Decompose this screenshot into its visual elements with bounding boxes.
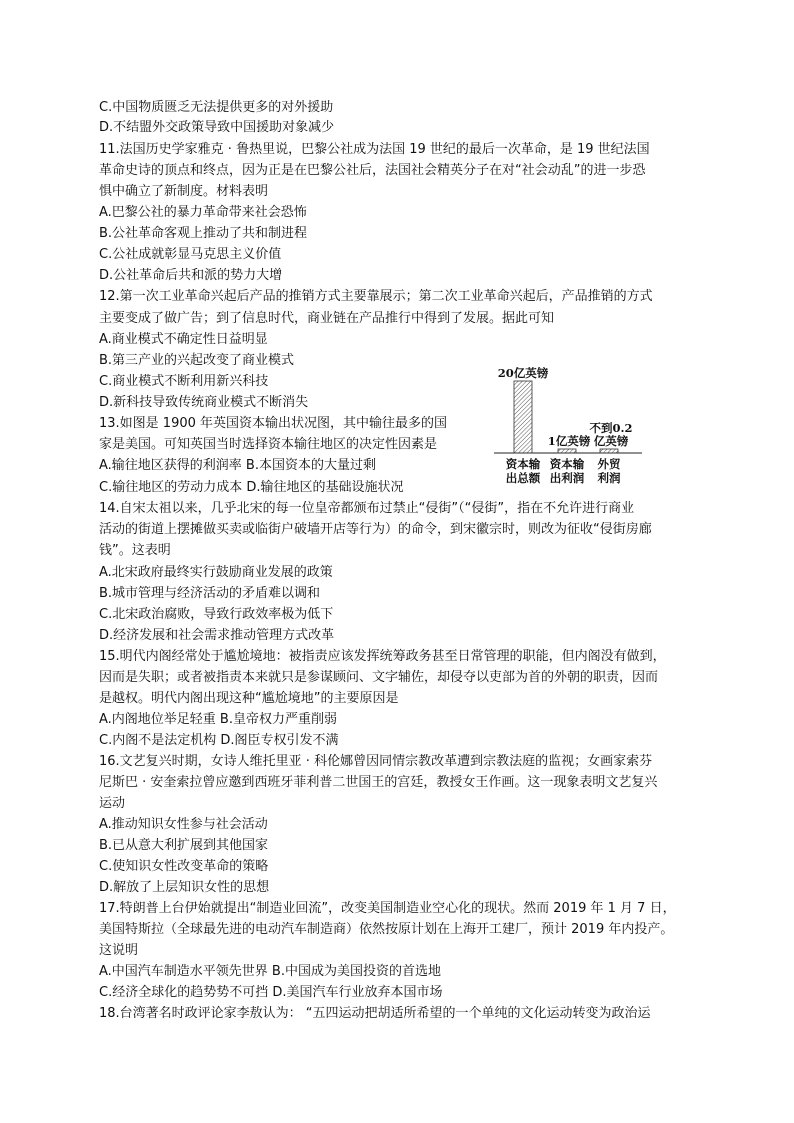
capital-export-chart: [486, 362, 646, 492]
text-line: 尼斯巴 · 安奎索拉曾应邀到西班牙菲利普二世国王的宫廷，教授女王作画。这一现象表明文艺复兴: [99, 775, 658, 790]
text-line: A.商业模式不确定性日益明显: [99, 332, 268, 347]
text-line: 钱”。这表明: [99, 543, 171, 558]
text-line: C.公社成就彰显马克思主义价值: [99, 247, 282, 262]
text-line: 是越权。明代内阁出现这种“尴尬境地”的主要原因是: [99, 691, 399, 706]
chart-category-label: 外贸: [597, 457, 621, 471]
text-line: C.商业模式不断利用新兴科技: [99, 374, 269, 389]
text-line: D.新科技导致传统商业模式不断消失: [99, 395, 309, 410]
text-line: C.使知识女性改变革命的策略: [99, 859, 269, 874]
text-line: C.内阁不是法定机构 D.阁臣专权引发不满: [99, 733, 339, 748]
text-line: A.推动知识女性参与社会活动: [99, 817, 268, 832]
text-line: 美国特斯拉（全球最先进的电动汽车制造商）依然按原计划在上海开工建厂，预计 2019 年内投产。: [99, 922, 674, 937]
text-line: 家是美国。可知英国当时选择资本输往地区的决定性因素是: [99, 437, 438, 452]
chart-data-label: 亿英镑: [593, 434, 629, 448]
text-line: B.第三产业的兴起改变了商业模式: [99, 353, 295, 368]
text-line: 12.第一次工业革命兴起后产品的推销方式主要靠展示；第二次工业革命兴起后，产品推销的方式: [99, 289, 653, 304]
text-line: 革命史诗的顶点和终点，因为正是在巴黎公社后，法国社会精英分子在对“社会动乱”的进一步恐: [99, 163, 646, 178]
text-line: 惧中确立了新制度。材料表明: [99, 184, 269, 199]
chart-category-label: 资本输: [549, 457, 585, 471]
text-line: 15.明代内阁经常处于尴尬境地：被指责应该发挥统筹政务甚至日常管理的职能，但内阁没有做到，: [99, 649, 666, 664]
text-line: A.北宋政府最终实行鼓励商业发展的政策: [99, 565, 333, 580]
chart-category-label: 出利润: [549, 471, 585, 485]
chart-bar: [558, 449, 576, 453]
text-line: D.解放了上层知识女性的思想: [99, 880, 270, 895]
chart-bar: [600, 449, 618, 453]
text-line: 11.法国历史学家雅克 · 鲁热里说，巴黎公社成为法国 19 世纪的最后一次革命，是 19 世纪法国: [99, 142, 650, 157]
text-line: 活动的街道上摆摊做买卖或临街户破墙开店等行为）的命令，到宋徽宗时，则改为征收“侵街房廊: [99, 522, 652, 537]
text-line: 因而是失职；或者被指责本来就只是参谋顾问、文字辅佐，却侵夺以吏部为首的外朝的职责，因而: [99, 670, 659, 685]
text-line: B.城市管理与经济活动的矛盾难以调和: [99, 586, 321, 601]
text-line: A.中国汽车制造水平领先世界 B.中国成为美国投资的首选地: [99, 964, 441, 979]
chart-bar: [514, 381, 532, 453]
chart-data-label: 20亿英镑: [497, 366, 549, 380]
text-line: 运动: [99, 796, 126, 811]
text-line: 16.文艺复兴时期，女诗人维托里亚 · 科伦娜曾因同情宗教改革遭到宗教法庭的监视；女画家索芬: [99, 754, 653, 769]
text-line: 主要变成了做广告；到了信息时代，商业链在产品推行中得到了发展。据此可知: [99, 311, 555, 326]
text-line: A.巴黎公社的暴力革命带来社会恐怖: [99, 205, 307, 220]
text-line: D.公社革命后共和派的势力大增: [99, 268, 283, 283]
text-line: C.输往地区的劳动力成本 D.输往地区的基础设施状况: [99, 480, 404, 495]
chart-category-label: 出总额: [505, 471, 541, 485]
text-line: 这说明: [99, 943, 139, 958]
text-line: D.经济发展和社会需求推动管理方式改革: [99, 628, 335, 643]
chart-data-label: 1亿英镑: [547, 434, 591, 448]
text-line: A.输往地区获得的利润率 B.本国资本的大量过剩: [99, 458, 376, 473]
text-line: B.公社革命客观上推动了共和制进程: [99, 226, 308, 241]
text-line: C.经济全球化的趋势势不可挡 D.美国汽车行业放弃本国市场: [99, 985, 443, 1000]
text-line: C.北宋政治腐败，导致行政效率极为低下: [99, 607, 334, 622]
text-line: A.内阁地位举足轻重 B.皇帝权力严重削弱: [99, 712, 337, 727]
text-line: 13.如图是 1900 年英国资本输出状况图，其中输往最多的国: [99, 416, 448, 431]
text-line: C.中国物质匮乏无法提供更多的对外援助: [99, 100, 334, 115]
chart-data-label: 不到0.2: [589, 421, 633, 435]
chart-category-label: 资本输: [505, 457, 541, 471]
text-line: B.已从意大利扩展到其他国家: [99, 838, 269, 853]
bar-chart-svg: [486, 362, 646, 492]
text-line: 18.台湾著名时政评论家李敖认为： “五四运动把胡适所希望的一个单纯的文化运动转变为政治运: [99, 1006, 651, 1021]
chart-category-label: 利润: [597, 471, 621, 485]
text-line: 14.自宋太祖以来，几乎北宋的每一位皇帝都颁布过禁止“侵街”（“侵街”，指在不允许进行商业: [99, 501, 635, 516]
text-line: D.不结盟外交政策导致中国援助对象减少: [99, 120, 335, 135]
text-line: 17.特朗普上台伊始就提出“制造业回流”，改变美国制造业空心化的现状。然而 2019 年 1 月 7 日，: [99, 901, 676, 916]
